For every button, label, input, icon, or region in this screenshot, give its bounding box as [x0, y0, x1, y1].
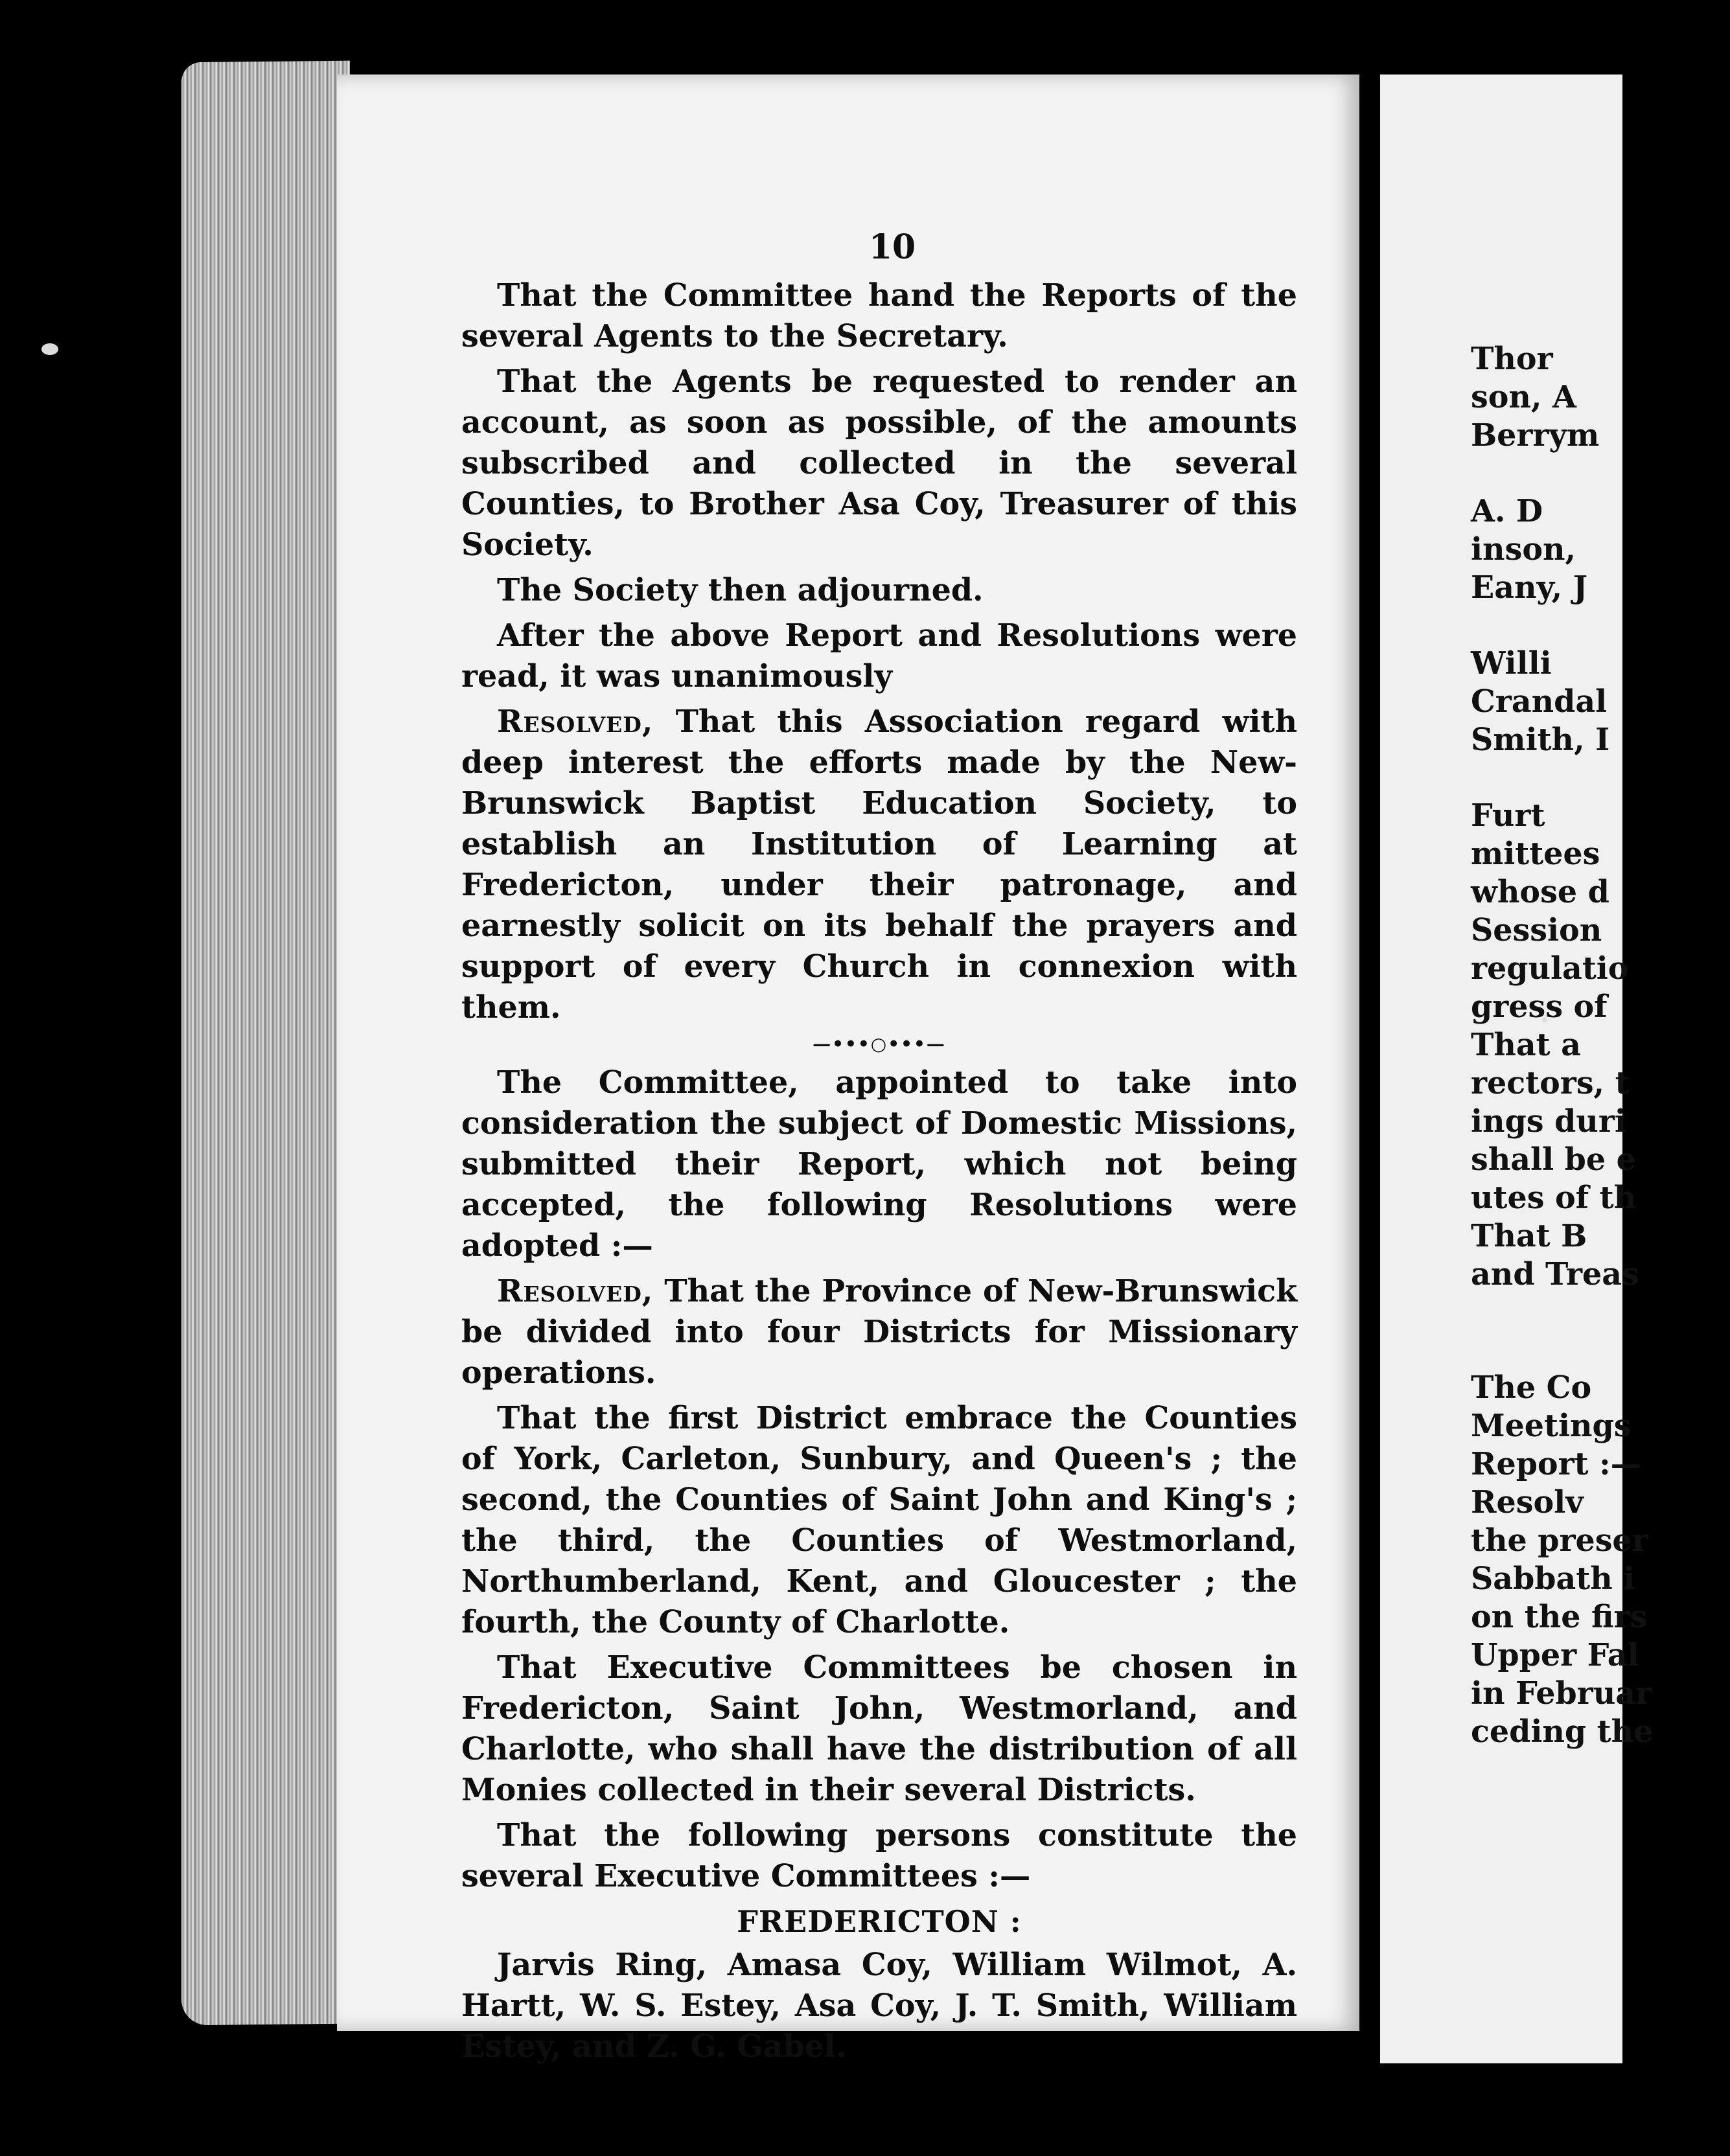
- right-page-line: Furt: [1471, 797, 1545, 834]
- paragraph-text: That the first District embrace the Counties of York, Carleton, Sunbury, and Queen's ; the second, the Counties of Saint John and King's ; the third, the Counties of Westmorland, Northumberland, Kent, and Gloucester ; the fourth, the County of Charlotte.: [461, 1400, 1297, 1640]
- paragraph: [461, 1271, 1297, 1393]
- right-page-line: regulatio: [1471, 950, 1629, 987]
- right-page-line: Report :—: [1471, 1446, 1642, 1482]
- right-page-line: The Co: [1471, 1370, 1592, 1406]
- right-page-line: on the firs: [1471, 1599, 1648, 1635]
- paragraphs-group-1: [461, 275, 1297, 1028]
- paragraph: [461, 615, 1297, 697]
- paragraph: [461, 1815, 1297, 1897]
- right-page-line: Thor: [1471, 341, 1553, 377]
- right-page-line: whose d: [1471, 874, 1609, 910]
- right-page-line: [1471, 1294, 1730, 1331]
- right-page-line: mittees: [1471, 836, 1600, 872]
- book-gutter: [1359, 71, 1380, 2073]
- right-page-line: shall be e: [1471, 1141, 1636, 1178]
- speck: [41, 343, 58, 355]
- right-page-line: inson,: [1471, 531, 1576, 568]
- paragraph: [461, 1647, 1297, 1811]
- paragraph-text: That Executive Committees be chosen in Fredericton, Saint John, Westmorland, and Charlotte, who shall have the distribution of all Monies collected in their several Districts.: [461, 1649, 1297, 1808]
- right-page-line: ceding the: [1471, 1714, 1654, 1750]
- right-page-line: Upper Fal: [1471, 1637, 1639, 1673]
- right-page-line: That B: [1471, 1218, 1587, 1254]
- right-page-text: [1471, 340, 1730, 1751]
- paragraph-text: The Society then adjourned.: [497, 572, 984, 608]
- resolved-prefix: Resolved,: [497, 704, 654, 740]
- right-page-line: Willi: [1471, 645, 1552, 682]
- page-edges: [181, 61, 350, 2026]
- paragraphs-group-2: [461, 1062, 1297, 1897]
- paragraph: [461, 570, 1297, 611]
- paragraph-text: That the Agents be requested to render an account, as soon as possible, of the amounts subscribed and collected in the several Counties, to Brother Asa Coy, Treasurer of this Society.: [461, 363, 1297, 563]
- section-ornament: —•••○•••—: [813, 1033, 946, 1055]
- right-page-line: [1471, 455, 1730, 492]
- right-page-line: gress of: [1471, 989, 1608, 1025]
- right-page-line: son, A: [1471, 379, 1576, 415]
- right-page-line: the preser: [1471, 1522, 1648, 1559]
- paragraph-text: After the above Report and Resolutions were read, it was unanimously: [461, 617, 1297, 694]
- right-page-line: Berrym: [1471, 417, 1600, 453]
- resolved-prefix: Resolved,: [497, 1273, 654, 1309]
- paragraph-text: That this Association regard with deep interest the efforts made by the New-Brunswick Baptist Education Society, to establish an Institution of Learning at Fredericton, under their patronage, and earnestly solicit on its behalf the prayers and support of every Church in connexion with them.: [461, 704, 1297, 1026]
- right-page-line: [1471, 607, 1730, 645]
- right-page-line: [1471, 759, 1730, 797]
- right-page-line: Smith, I: [1471, 722, 1610, 758]
- section-heading: FREDERICTON :: [737, 1904, 1022, 1939]
- paragraph: [461, 1062, 1297, 1267]
- paragraph-text: That the Province of New-Brunswick be divided into four Districts for Missionary operations.: [461, 1273, 1297, 1391]
- right-page-line: in Februar: [1471, 1675, 1652, 1712]
- committee-members: Jarvis Ring, Amasa Coy, William Wilmot, A. Hartt, W. S. Estey, Asa Coy, J. T. Smith, William Estey, and Z. G. Gabel.: [461, 1947, 1297, 2065]
- right-page-line: Eany, J: [1471, 569, 1588, 606]
- right-page-line: [1471, 1331, 1730, 1369]
- paragraph: [461, 1398, 1297, 1643]
- right-page-line: Session: [1471, 912, 1602, 948]
- right-page-line: That a: [1471, 1027, 1581, 1063]
- right-page-line: and Treas: [1471, 1256, 1639, 1292]
- right-page-line: Meetings: [1471, 1408, 1632, 1444]
- paragraph: [461, 275, 1297, 357]
- paragraph-text: That the following persons constitute the several Executive Committees :—: [461, 1817, 1297, 1894]
- right-page-line: Resolv: [1471, 1484, 1584, 1520]
- right-page-line: A. D: [1471, 493, 1543, 529]
- right-page-line: rectors, t: [1471, 1065, 1630, 1101]
- right-page-line: utes of th: [1471, 1180, 1637, 1216]
- paragraph: [461, 702, 1297, 1028]
- right-page-line: Sabbath i: [1471, 1561, 1635, 1597]
- page-number: 10: [868, 227, 916, 267]
- paragraph-text: The Committee, appointed to take into consideration the subject of Domestic Missions, submitted their Report, which not being accepted, the following Resolutions were adopted :—: [461, 1064, 1297, 1264]
- right-page-line: ings duri: [1471, 1103, 1626, 1140]
- paragraph-text: That the Committee hand the Reports of the several Agents to the Secretary.: [461, 277, 1297, 354]
- text-column: [461, 227, 1297, 2072]
- paragraph: [461, 361, 1297, 566]
- right-page-line: Crandal: [1471, 683, 1608, 720]
